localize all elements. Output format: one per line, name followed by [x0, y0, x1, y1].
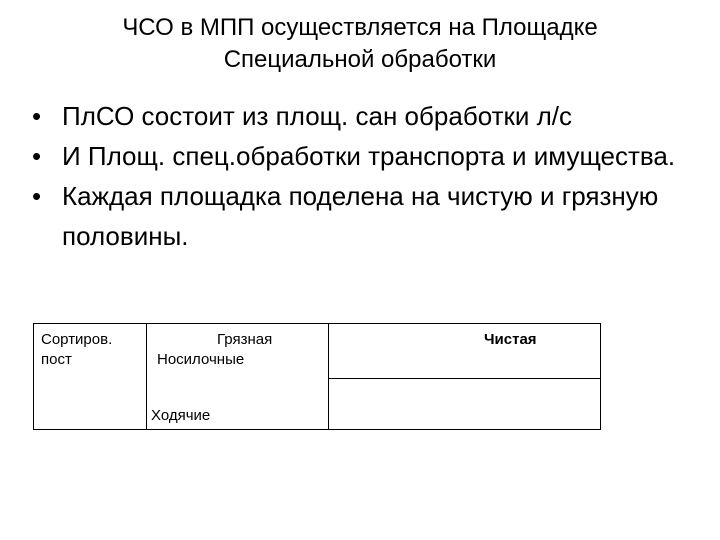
stretcher-label: Носилочные	[157, 351, 245, 368]
walking-label: Ходячие	[151, 407, 211, 424]
bullet-list	[32, 96, 702, 256]
bullet-item: • И Площ. спец.обработки транспорта и имущества.	[32, 136, 702, 176]
dirty-zone-stretcher	[147, 324, 328, 379]
bullet-item: • Каждая площадка поделена на чистую и грязную половины.	[32, 176, 702, 256]
site-layout-diagram	[33, 323, 601, 430]
dirty-zone-label: Грязная	[217, 331, 273, 348]
sorting-post-label-line2: пост	[41, 351, 72, 368]
slide-title-line2: Специальной обработки	[223, 46, 497, 73]
slide-title	[60, 12, 660, 76]
clean-zone-label: Чистая	[484, 331, 537, 348]
slide-title-line1: ЧСО в МПП осуществляется на Площадке	[122, 14, 598, 41]
bullet-item: • ПлСО состоит из площ. сан обработки л/с	[32, 96, 702, 136]
sorting-post-zone	[34, 324, 147, 429]
clean-zone-top	[328, 324, 600, 379]
sorting-post-label-line1: Сортиров.	[41, 331, 113, 348]
dirty-zone-walking	[147, 379, 328, 429]
clean-zone-bottom	[328, 379, 600, 429]
